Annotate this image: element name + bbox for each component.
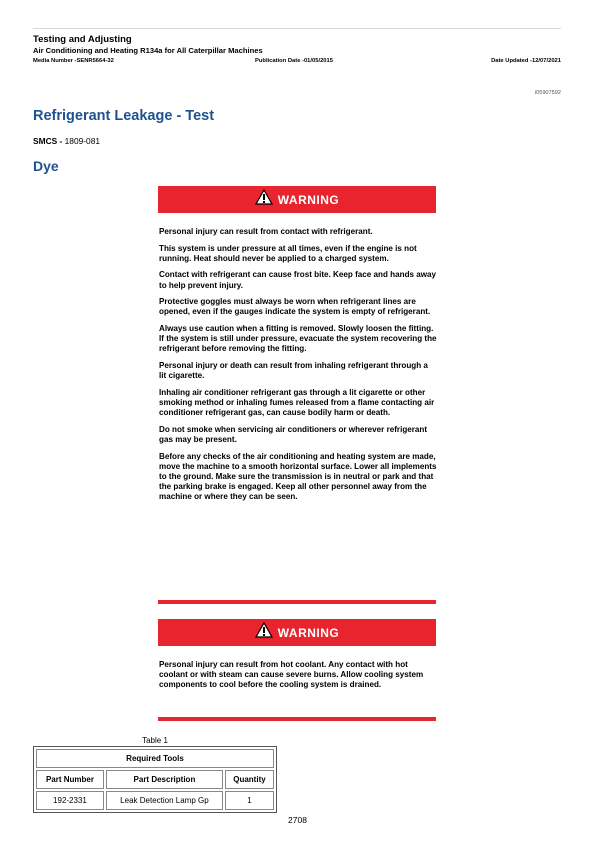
required-tools-table (33, 746, 277, 813)
warning-paragraph: Inhaling air conditioner refrigerant gas through a lit cigarette or other smoking method or inhaling fumes released from a flame contacting air conditioner refrigerant gas, can cause bodily harm or death. (159, 387, 435, 418)
warning-paragraph: Personal injury or death can result from inhaling refrigerant through a lit cigarette. (159, 360, 428, 381)
table-cell: Leak Detection Lamp Gp (106, 791, 223, 810)
table-title: Required Tools (36, 749, 274, 768)
warning-paragraph: Personal injury can result from hot coolant. Any contact with hot coolant or with steam can cause severe burns. Allow cooling system components to cool before the cooling system is drained. (159, 660, 424, 690)
warning-paragraph: Protective goggles must always be worn when refrigerant lines are opened, even if the gauges indicate the system is empty of refrigerant. (159, 297, 431, 317)
warning-label: WARNING (277, 192, 340, 207)
header-rule (33, 28, 561, 29)
warning-triangle-icon (255, 622, 273, 643)
media-number: Media Number -SENR5664-32 (33, 58, 114, 64)
warning-label: WARNING (277, 625, 340, 640)
warning-paragraph: Contact with refrigerant can cause frost bite. Keep face and hands away to help prevent injury. (159, 270, 437, 290)
doc-header-title: Testing and Adjusting (33, 34, 132, 45)
table-cell: 1 (225, 791, 274, 810)
smcs-value: 1809-081 (64, 136, 101, 146)
page-number: 2708 (288, 815, 307, 825)
page-title: Refrigerant Leakage - Test (33, 108, 215, 124)
warning-paragraph: Always use caution when a fitting is removed. Slowly loosen the fitting. If the system is still under pressure, evacuate the system recovering the refrigerant before removing the fitting. (159, 323, 437, 354)
warning-text (159, 660, 437, 697)
warning-paragraph: Do not smoke when servicing air conditioners or wherever refrigerant gas may be present. (159, 424, 428, 444)
date-updated: Date Updated -12/07/2021 (491, 58, 561, 64)
smcs-label: SMCS - (33, 136, 63, 146)
warning-paragraph: Personal injury can result from contact with refrigerant. (159, 227, 373, 236)
section-title: Dye (33, 158, 59, 174)
doc-header-subtitle: Air Conditioning and Heating R134a for All Caterpillar Machines (33, 46, 263, 55)
warning-triangle-icon (255, 189, 273, 210)
column-header: Quantity (225, 770, 274, 789)
column-header: Part Description (106, 770, 223, 789)
warning-end-rule (158, 600, 436, 604)
warning-end-rule (158, 717, 436, 721)
warning-text (159, 227, 437, 509)
table-caption: Table 1 (142, 736, 168, 745)
document-id: i05907592 (534, 90, 561, 96)
warning-paragraph: This system is under pressure at all times, even if the engine is not running. Heat should never be applied to a charged system. (159, 243, 417, 263)
table-row (36, 791, 274, 810)
publication-date: Publication Date -01/05/2015 (255, 58, 333, 64)
warning-paragraph: Before any checks of the air conditioning and heating system are made, move the machine to a smooth horizontal surface. Lower all implements to the ground. Make sure the transmission is in neutral or park and that the parking brake is engaged. Keep all other personnel away from the machine or where they can be seen. (159, 451, 437, 502)
warning-banner (158, 619, 436, 646)
smcs-code (33, 136, 100, 146)
warning-banner (158, 186, 436, 213)
table-cell: 192-2331 (36, 791, 104, 810)
column-header: Part Number (36, 770, 104, 789)
